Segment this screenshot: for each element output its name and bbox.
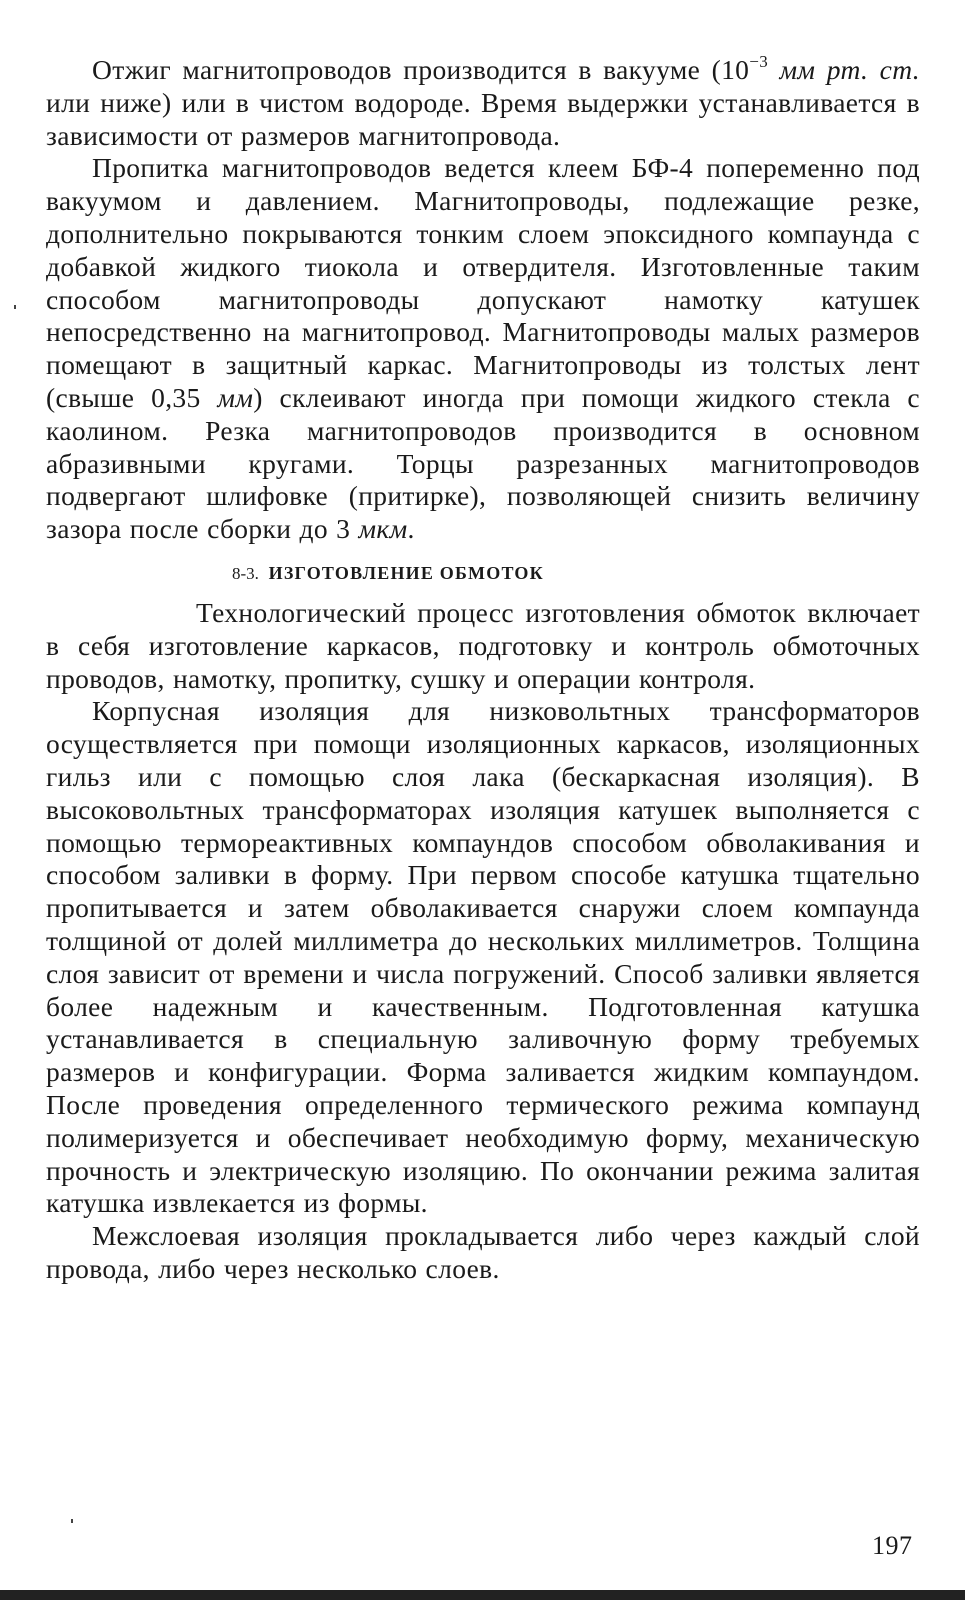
paragraph-text: Отжиг магнитопроводов производится в вакууме (10 xyxy=(92,54,750,85)
paragraph-insulation: Корпусная изоляция для низковольтных трансформаторов осуществляется при помощи изоляционных каркасов, изоляционных гильз или с помощью слоя лака (бескаркасная изоляция). В высоковольтных трансформаторах изоляция катушек выполняется с помощью термореактивных компаундов способом обволакивания и способом заливки в форму. При первом способе катушка тщательно пропитывается и затем обволакивается снаружи слоем компаунда толщиной от долей миллиметра до нескольких миллиметров. Толщина слоя зависит от времени и числа погружений. Способ заливки является более надежным и качественным. Подготовленная катушка устанавливается в специальную заливочную форму требуемых размеров и конфигурации. Форма заливается жидким компаундом. После проведения определенного термического режима компаунд полимеризуется и обеспечивает необходимую форму, механическую прочность и электрическую изоляцию. По окончании режима залитая катушка извлекается из формы. xyxy=(46,695,920,1219)
paragraph-text: ) склеивают иногда при помощи жидкого стекла с каолином. Резка магнитопроводов производится в основном абразивными кругами. Торцы разрезанных магнитопроводов подвергают шлифовке (притирке), позволяющей снизить величину зазора после сборки до 3 xyxy=(46,381,920,545)
page-body xyxy=(46,51,920,1286)
scan-speck xyxy=(14,305,16,309)
scan-bottom-edge xyxy=(0,1590,965,1600)
paragraph-interlayer: Межслоевая изоляция прокладывается либо через каждый слой провода, либо через несколько слоев. xyxy=(46,1220,920,1284)
page-number: 197 xyxy=(872,1531,913,1560)
paragraph-text: Пропитка магнитопроводов ведется клеем БФ-4 попеременно под вакуумом и давлением. Магнитопроводы, подлежащие резке, дополнительно покрываются тонким слоем эпоксидного компаунда с добавкой жидкого тиокола и отвердителя. Изготовленные таким способом магнитопроводы допускают намотку катушек непосредственно на магнитопровод. Магнитопроводы малых размеров помещают в защитный каркас. Магнитопроводы из толстых лент (свыше 0,35 xyxy=(46,152,920,413)
section-title: ИЗГОТОВЛЕНИЕ ОБМОТОК xyxy=(268,562,544,583)
superscript-exponent: −3 xyxy=(749,51,769,71)
unit-mm-hg: мм рт. ст. xyxy=(779,54,920,85)
paragraph-text: или ниже) или в чистом водороде. Время выдержки устанавливается в зависимости от размеров магнитопровода. xyxy=(46,86,920,151)
unit-mm: мм xyxy=(217,381,254,413)
paragraph-process: Технологический процесс изготовления обмоток включает в себя изготовление каркасов, подготовку и контроль обмоточных проводов, намотку, пропитку, сушку и операции контроля. xyxy=(46,596,920,694)
paragraph-annealing xyxy=(46,51,920,152)
section-heading xyxy=(46,562,920,585)
section-number: 8-3. xyxy=(232,563,259,583)
paragraph-text: . xyxy=(407,513,415,545)
unit-micrometer: мкм xyxy=(358,513,408,545)
scan-speck xyxy=(71,1519,73,1523)
paragraph-impregnation xyxy=(46,152,920,546)
